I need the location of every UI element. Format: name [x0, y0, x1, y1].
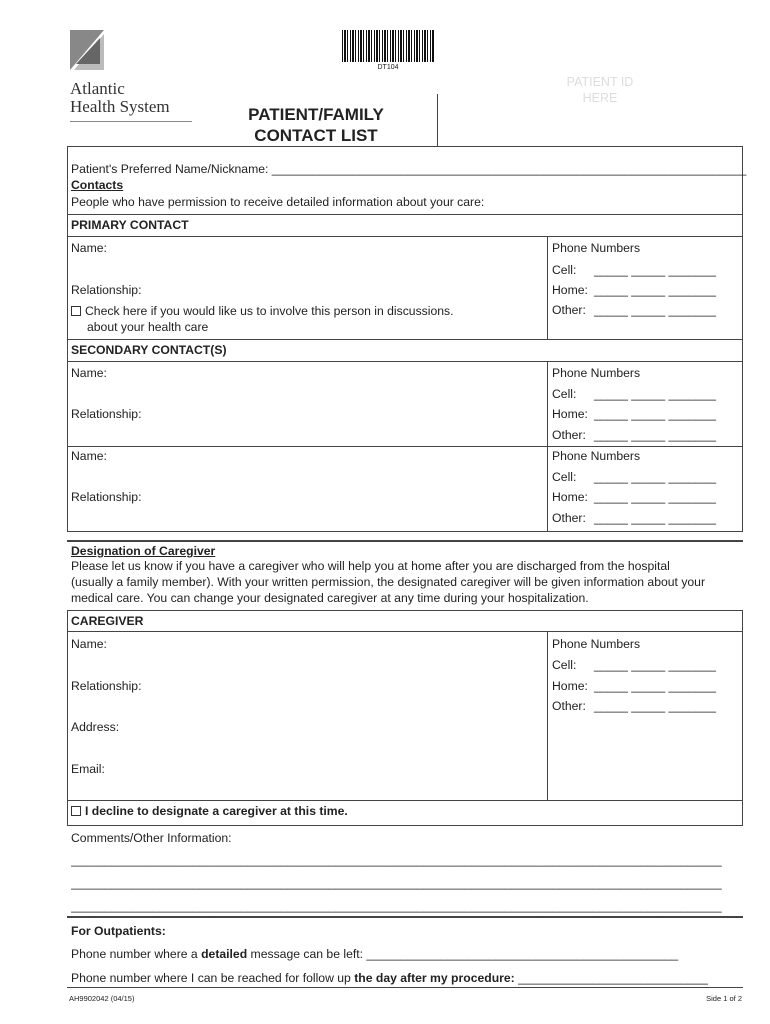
caregiver-phone-divider — [547, 631, 548, 800]
other-blank: _____ _____ _______ — [594, 511, 716, 525]
outpatients-line2-pre: Phone number where I can be reached for follow up — [71, 971, 355, 985]
cell-label: Cell: — [552, 658, 577, 672]
form-title-line2: CONTACT LIST — [254, 126, 378, 145]
primary-home-field[interactable] — [552, 283, 742, 297]
footer-rule — [67, 987, 743, 988]
secondary1-cell-field[interactable] — [552, 387, 742, 401]
other-blank: _____ _____ _______ — [594, 303, 716, 317]
primary-phone-divider — [547, 236, 548, 339]
cell-label: Cell: — [552, 470, 577, 484]
home-blank: _____ _____ _______ — [594, 679, 716, 693]
outpatients-detailed-message-field[interactable] — [71, 947, 678, 961]
designation-line3: medical care. You can change your designated caregiver at any time during your hospitalization. — [71, 591, 589, 605]
logo-line2: Health System — [70, 97, 170, 116]
other-label: Other: — [552, 699, 586, 713]
logo-underline — [70, 121, 192, 122]
secondary1-home-field[interactable] — [552, 407, 742, 421]
secondary1-other-field[interactable] — [552, 428, 742, 442]
patient-id-line2: HERE — [582, 91, 618, 105]
designation-rule — [67, 540, 743, 542]
other-label: Other: — [552, 511, 586, 525]
other-blank: _____ _____ _______ — [594, 699, 716, 713]
checkbox-icon[interactable] — [71, 306, 81, 316]
other-label: Other: — [552, 303, 586, 317]
primary-phones-heading: Phone Numbers — [552, 241, 641, 255]
comments-line-3[interactable]: ________________________________________________________________________________________________ — [71, 899, 722, 913]
primary-other-field[interactable] — [552, 303, 742, 317]
secondary2-other-field[interactable] — [552, 511, 742, 525]
decline-row-top — [67, 800, 743, 801]
home-blank: _____ _____ _______ — [594, 283, 716, 297]
decline-caregiver-label: I decline to designate a caregiver at this time. — [85, 804, 348, 818]
secondary-contact-header: SECONDARY CONTACT(S) — [71, 343, 227, 357]
frame-bottom — [67, 531, 743, 532]
logo-mark — [70, 30, 104, 70]
barcode-code: DT104 — [377, 64, 399, 71]
outpatients-line2-bold: the day after my procedure: — [354, 971, 515, 985]
barcode — [342, 30, 434, 62]
home-label: Home: — [552, 283, 588, 297]
primary-contact-header: PRIMARY CONTACT — [71, 218, 189, 232]
home-label: Home: — [552, 679, 588, 693]
secondary-header-bottom — [67, 361, 743, 362]
secondary2-phones-heading: Phone Numbers — [552, 449, 641, 463]
preferred-name-field[interactable]: Patient's Preferred Name/Nickname: ______________________________________________________________________ — [71, 162, 747, 176]
form-title — [228, 104, 404, 146]
outpatients-line1-bold: detailed — [201, 947, 248, 961]
caregiver-header: CAREGIVER — [71, 614, 144, 628]
contacts-description: People who have permission to receive detailed information about your care: — [71, 195, 485, 209]
secondary1-name-field[interactable]: Name: — [71, 366, 107, 380]
secondary-row-divider — [67, 446, 743, 447]
secondary-header-top — [67, 339, 743, 340]
caregiver-address-field[interactable]: Address: — [71, 720, 120, 734]
secondary1-phones-heading: Phone Numbers — [552, 366, 641, 380]
logo-text — [70, 80, 170, 116]
primary-header-top — [67, 214, 743, 215]
outpatients-line1-pre: Phone number where a — [71, 947, 202, 961]
secondary2-relationship-field[interactable]: Relationship: — [71, 490, 142, 504]
caregiver-phones-heading: Phone Numbers — [552, 637, 641, 651]
caregiver-box — [67, 610, 743, 826]
primary-header-bottom — [67, 236, 743, 237]
home-label: Home: — [552, 490, 588, 504]
designation-heading: Designation of Caregiver — [71, 544, 216, 558]
cell-blank: _____ _____ _______ — [594, 470, 716, 484]
other-label: Other: — [552, 428, 586, 442]
cell-blank: _____ _____ _______ — [594, 387, 716, 401]
primary-involve-label: Check here if you would like us to involve this person in discussions. — [85, 304, 454, 318]
decline-caregiver-checkbox[interactable] — [71, 804, 348, 818]
primary-name-field[interactable]: Name: — [71, 241, 107, 255]
comments-label: Comments/Other Information: — [71, 831, 232, 845]
secondary2-cell-field[interactable] — [552, 470, 742, 484]
outpatients-heading: For Outpatients: — [71, 924, 166, 938]
secondary2-name-field[interactable]: Name: — [71, 449, 107, 463]
home-blank: _____ _____ _______ — [594, 407, 716, 421]
caregiver-email-field[interactable]: Email: — [71, 762, 105, 776]
comments-line-1[interactable]: ________________________________________________________________________________________________ — [71, 853, 722, 867]
title-divider — [437, 94, 438, 146]
primary-involve-checkbox[interactable] — [71, 304, 454, 318]
outpatients-followup-field[interactable] — [71, 971, 708, 985]
logo-line1: Atlantic — [70, 79, 125, 98]
outpatients-line2-post: ____________________________ — [514, 971, 708, 985]
designation-line1: Please let us know if you have a caregiver who will help you at home after you are discharged from the hospital — [71, 559, 670, 573]
page-side: Side 1 of 2 — [706, 994, 742, 1003]
home-blank: _____ _____ _______ — [594, 490, 716, 504]
secondary2-home-field[interactable] — [552, 490, 742, 504]
primary-relationship-field[interactable]: Relationship: — [71, 283, 142, 297]
caregiver-cell-field[interactable] — [552, 658, 742, 672]
cell-label: Cell: — [552, 387, 577, 401]
primary-cell-field[interactable] — [552, 263, 742, 277]
caregiver-header-bottom — [67, 631, 743, 632]
frame-top — [67, 146, 743, 147]
cell-blank: _____ _____ _______ — [594, 263, 716, 277]
contacts-heading: Contacts — [71, 178, 124, 192]
designation-line2: (usually a family member). With your written permission, the designated caregiver will be given information about your — [71, 575, 706, 589]
cell-blank: _____ _____ _______ — [594, 658, 716, 672]
patient-id-line1: PATIENT ID — [566, 75, 634, 89]
other-blank: _____ _____ _______ — [594, 428, 716, 442]
home-label: Home: — [552, 407, 588, 421]
patient-id-placeholder — [540, 74, 660, 106]
caregiver-home-field[interactable] — [552, 679, 742, 693]
primary-involve-label-2: about your health care — [87, 320, 209, 334]
form-title-line1: PATIENT/FAMILY — [248, 105, 384, 124]
comments-line-2[interactable]: ________________________________________________________________________________________________ — [71, 876, 722, 890]
caregiver-relationship-field[interactable]: Relationship: — [71, 679, 142, 693]
secondary1-relationship-field[interactable]: Relationship: — [71, 407, 142, 421]
outpatients-line1-post: message can be left: ______________________________________________ — [247, 947, 679, 961]
caregiver-name-field[interactable]: Name: — [71, 637, 107, 651]
checkbox-icon[interactable] — [71, 806, 81, 816]
form-number: AH9902042 (04/15) — [69, 994, 135, 1003]
cell-label: Cell: — [552, 263, 577, 277]
caregiver-other-field[interactable] — [552, 699, 742, 713]
outpatients-rule — [67, 916, 743, 918]
